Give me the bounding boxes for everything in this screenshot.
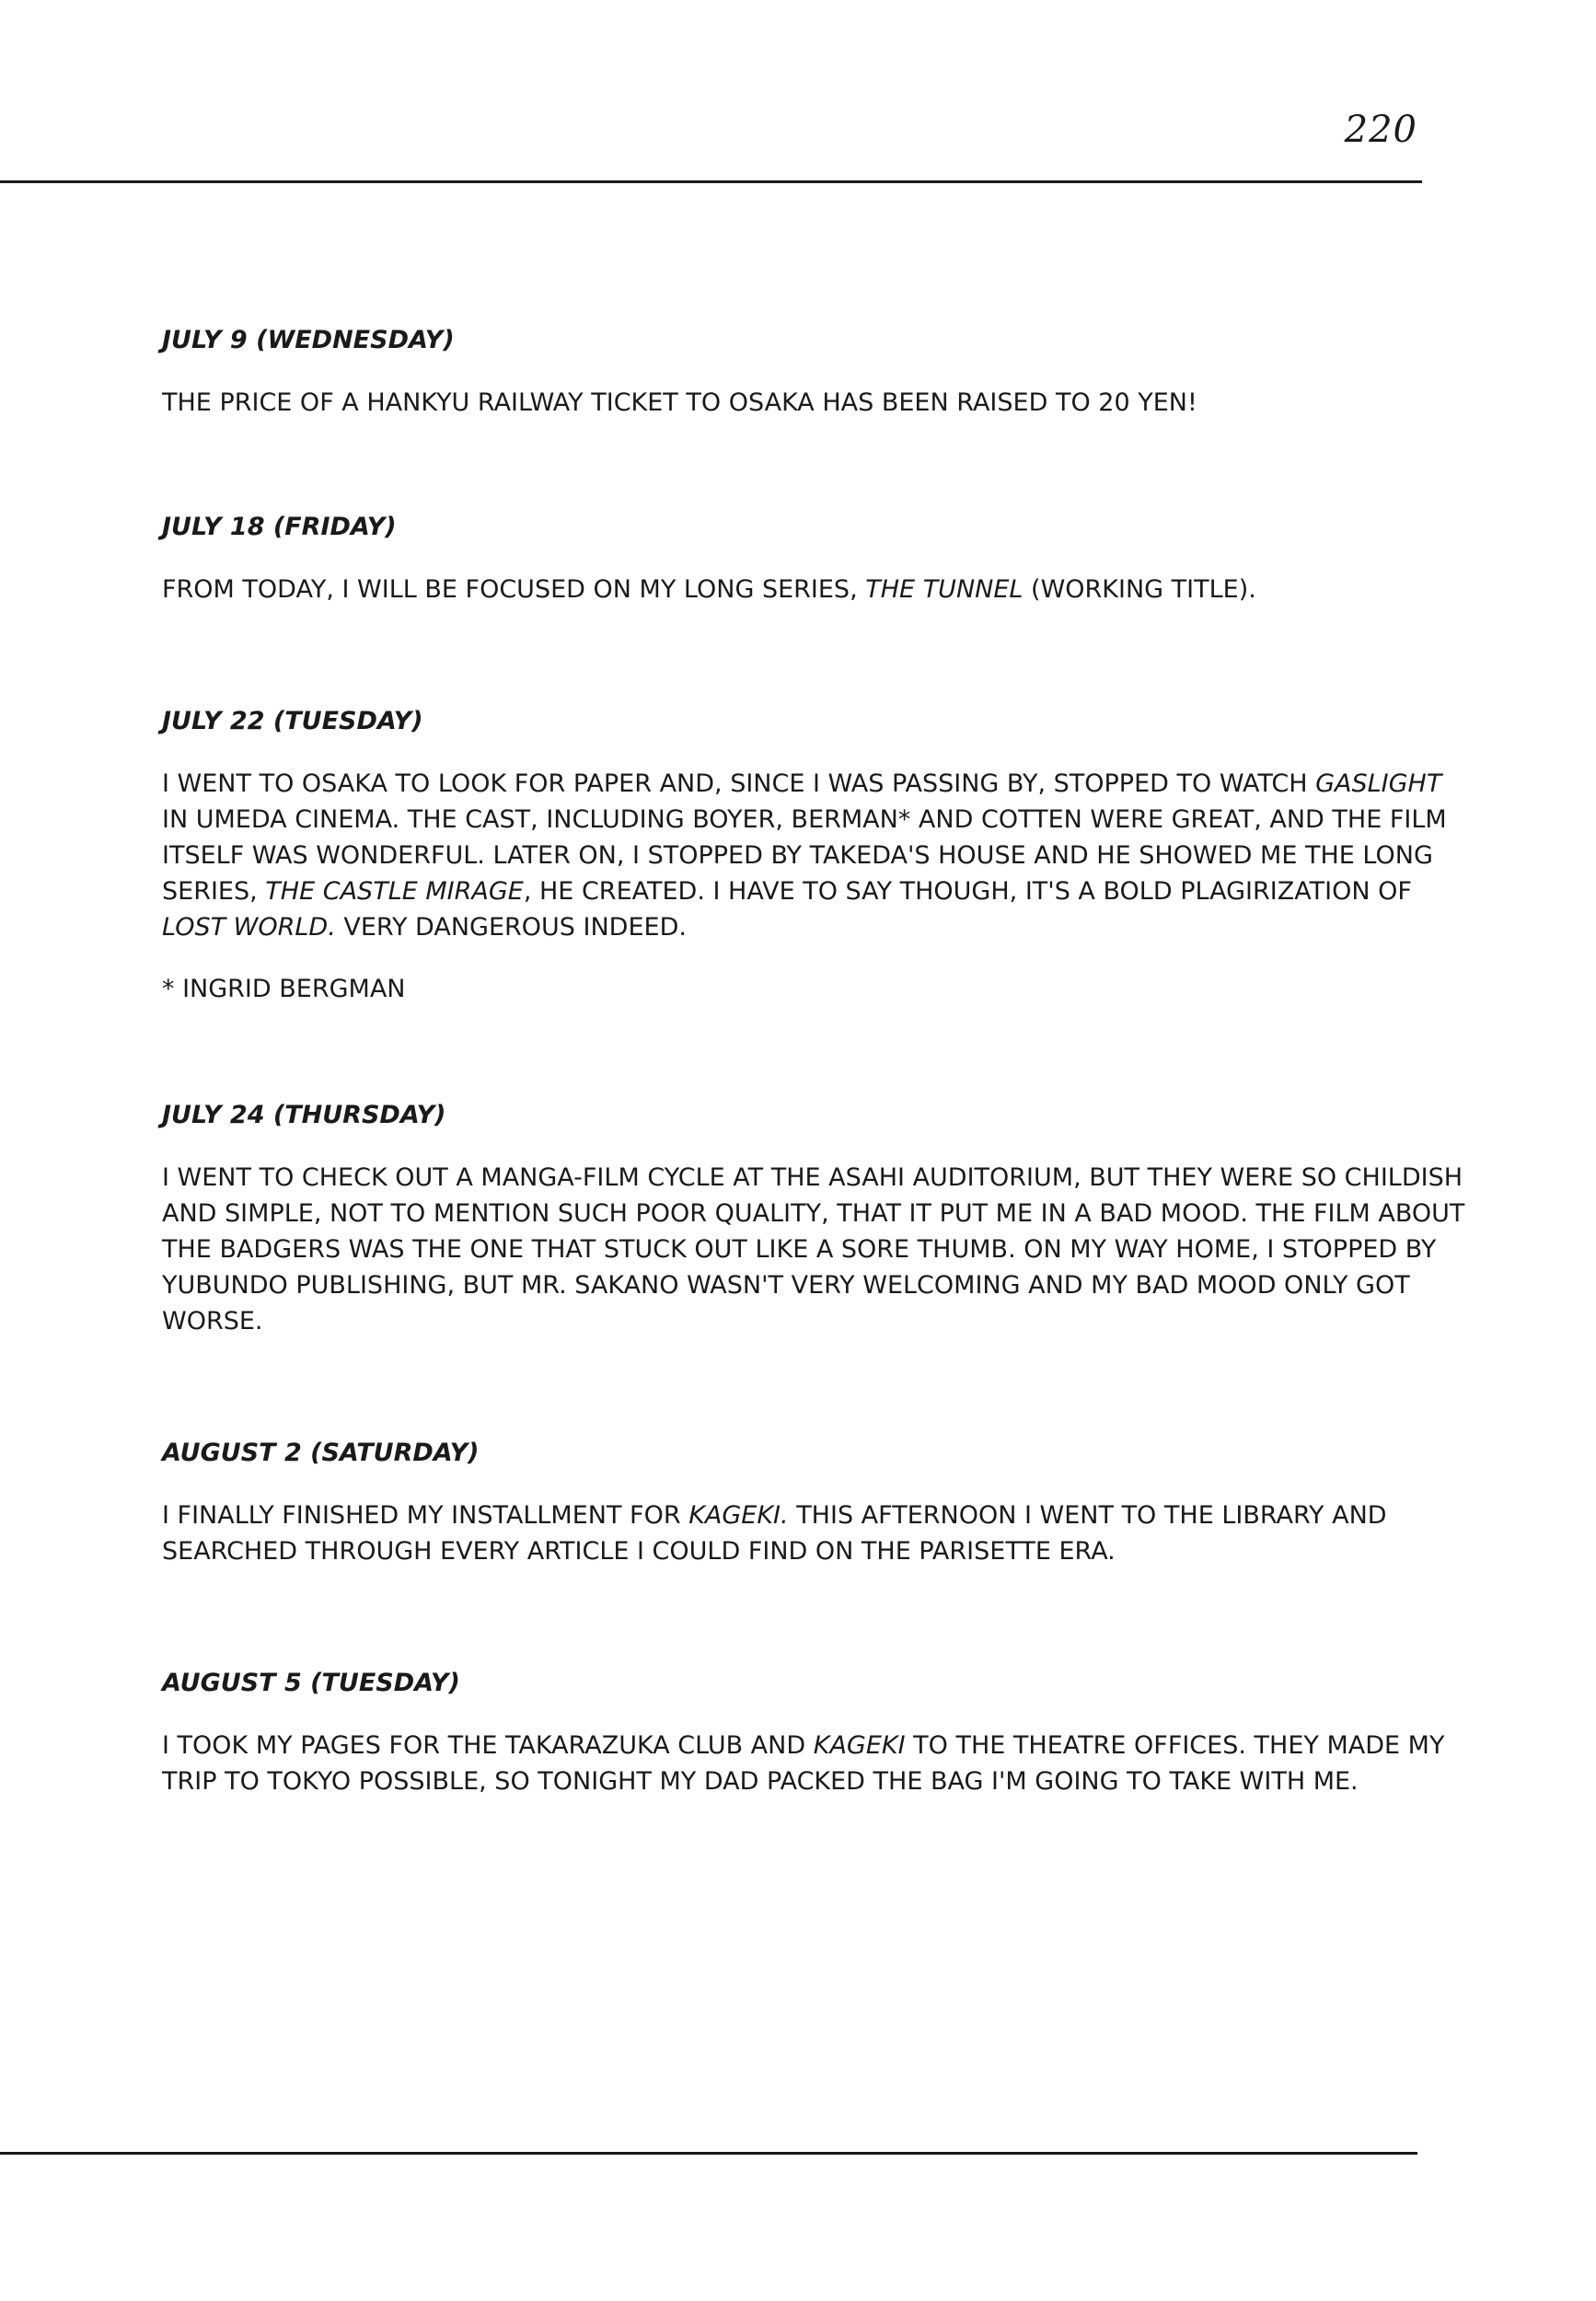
diary-entries <box>162 322 1469 1799</box>
diary-entry <box>162 1665 1469 1799</box>
entry-date: JULY 9 (WEDNESDAY) <box>162 326 455 354</box>
entry-date: AUGUST 2 (SATURDAY) <box>162 1439 480 1467</box>
entry-body <box>162 766 1469 945</box>
entry-title-reference: GASLIGHT <box>1315 769 1442 798</box>
top-divider <box>0 180 1422 183</box>
diary-entry <box>162 322 1469 421</box>
entry-body <box>162 1728 1469 1799</box>
entry-title-reference: KAGEKI. <box>688 1501 789 1530</box>
entry-text: I WENT TO OSAKA TO LOOK FOR PAPER AND, SINCE I WAS PASSING BY, STOPPED TO WATCH <box>162 769 1316 798</box>
entry-text: VERY DANGEROUS INDEED. <box>335 913 687 942</box>
entry-text: I WENT TO CHECK OUT A MANGA-FILM CYCLE AT THE ASAHI AUDITORIUM, BUT THEY WERE SO CHILDISH AND SIMPLE, NOT TO MENTION SUCH POOR QUALITY, THAT IT PUT ME IN A BAD MOOD. THE FILM ABOUT THE BADGERS WAS THE ONE THAT STUCK OUT LIKE A SORE THUMB. ON MY WAY HOME, I STOPPED BY YUBUNDO PUBLISHING, BUT MR. SAKANO WASN'T VERY WELCOMING AND MY BAD MOOD ONLY GOT WORSE. <box>162 1163 1465 1336</box>
diary-entry <box>162 1435 1469 1569</box>
entry-title-reference: LOST WORLD. <box>162 913 336 942</box>
entry-body <box>162 1160 1469 1339</box>
entry-text: I TOOK MY PAGES FOR THE TAKARAZUKA CLUB AND <box>162 1731 814 1760</box>
page-number: 220 <box>1344 109 1417 151</box>
diary-entry <box>162 509 1469 607</box>
bottom-divider <box>0 2152 1417 2155</box>
entry-text: FROM TODAY, I WILL BE FOCUSED ON MY LONG SERIES, <box>162 575 866 604</box>
entry-title-reference: THE TUNNEL <box>865 575 1024 604</box>
entry-text: THIS AFTERNOON I WENT TO THE LIBRARY AND SEARCHED THROUGH EVERY ARTICLE I COULD FIND ON THE PARISETTE ERA. <box>162 1501 1387 1566</box>
entry-date: JULY 24 (THURSDAY) <box>162 1101 446 1129</box>
entry-text: (WORKING TITLE). <box>1023 575 1256 604</box>
entry-date: JULY 18 (FRIDAY) <box>162 513 397 541</box>
entry-text: THE PRICE OF A HANKYU RAILWAY TICKET TO OSAKA HAS BEEN RAISED TO 20 YEN! <box>162 388 1197 417</box>
entry-text: , HE CREATED. I HAVE TO SAY THOUGH, IT'S A BOLD PLAGIRIZATION OF <box>523 877 1412 906</box>
diary-entry <box>162 1097 1469 1339</box>
entry-text: TO THE THEATRE OFFICES. THEY MADE MY TRIP TO TOKYO POSSIBLE, SO TONIGHT MY DAD PACKED THE BAG I'M GOING TO TAKE WITH ME. <box>162 1731 1445 1796</box>
entry-text: I FINALLY FINISHED MY INSTALLMENT FOR <box>162 1501 689 1530</box>
entry-title-reference: KAGEKI <box>813 1731 906 1760</box>
entry-date: JULY 22 (TUESDAY) <box>162 707 423 735</box>
entry-text: IN UMEDA CINEMA. THE CAST, INCLUDING BOYER, BERMAN* AND COTTEN WERE GREAT, AND THE FILM ITSELF WAS WONDERFUL. LATER ON, I STOPPED BY TAKEDA'S HOUSE AND HE SHOWED ME THE LONG SERIES, <box>162 805 1447 906</box>
entry-body <box>162 385 1469 421</box>
entry-title-reference: THE CASTLE MIRAGE <box>265 877 524 906</box>
diary-entry <box>162 703 1469 1007</box>
entry-date: AUGUST 5 (TUESDAY) <box>162 1669 460 1697</box>
entry-footnote: * INGRID BERGMAN <box>162 975 406 1003</box>
entry-body <box>162 572 1469 607</box>
entry-body <box>162 1497 1469 1569</box>
